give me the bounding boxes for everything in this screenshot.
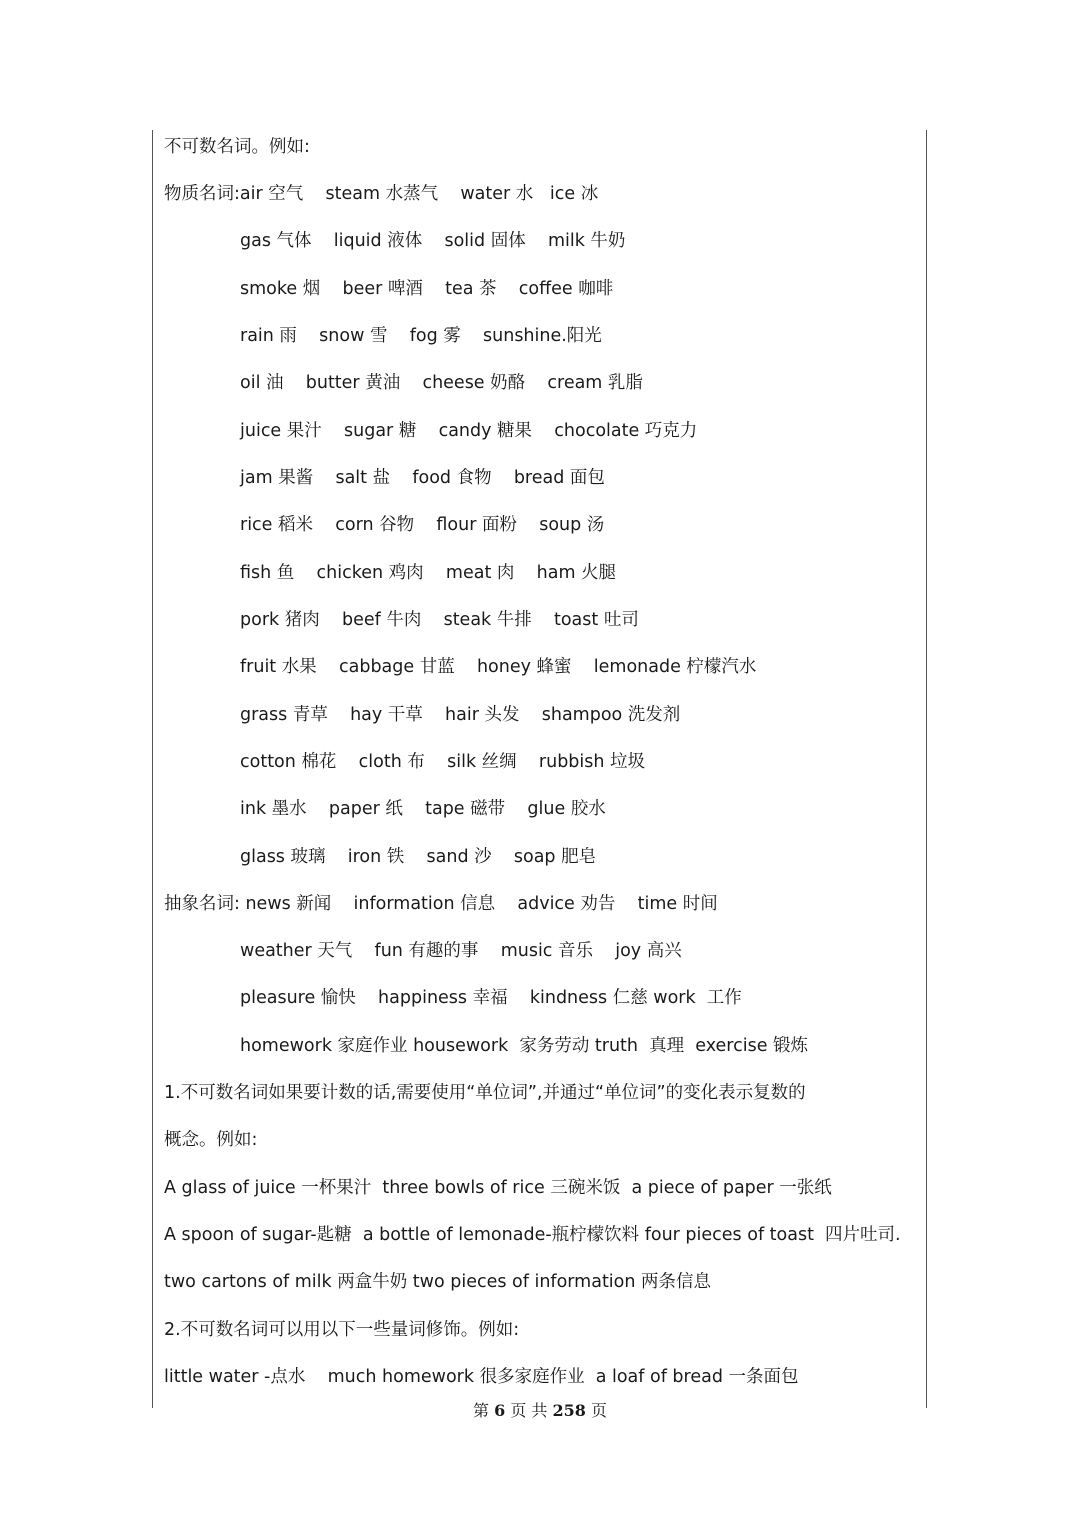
text-line: weather 天气 fun 有趣的事 music 音乐 joy 高兴 (240, 941, 682, 961)
table-left-border (152, 130, 153, 1408)
text-line: homework 家庭作业 housework 家务劳动 truth 真理 exercise 锻炼 (240, 1036, 809, 1056)
text-line: smoke 烟 beer 啤酒 tea 茶 coffee 咖啡 (240, 279, 614, 299)
text-line: fruit 水果 cabbage 甘蓝 honey 蜂蜜 lemonade 柠檬汽水 (240, 657, 757, 677)
text-line: little water -点水 much homework 很多家庭作业 a loaf of bread 一条面包 (164, 1367, 799, 1387)
text-line: rain 雨 snow 雪 fog 雾 sunshine.阳光 (240, 326, 602, 346)
text-line: oil 油 butter 黄油 cheese 奶酪 cream 乳脂 (240, 373, 643, 393)
total-pages-number: 258 (552, 1401, 586, 1420)
text-line: two cartons of milk 两盒牛奶 two pieces of information 两条信息 (164, 1272, 712, 1292)
text-line: rice 稻米 corn 谷物 flour 面粉 soup 汤 (240, 515, 605, 535)
text-line: 物质名词:air 空气 steam 水蒸气 water 水 ice 冰 (164, 184, 599, 204)
text-line: jam 果酱 salt 盐 food 食物 bread 面包 (240, 468, 605, 488)
text-line: A spoon of sugar-匙糖 a bottle of lemonade-瓶柠檬饮料 four pieces of toast 四片吐司. (164, 1225, 901, 1245)
footer-middle: 页 共 (510, 1401, 548, 1420)
text-line: A glass of juice 一杯果汁 three bowls of rice 三碗米饭 a piece of paper 一张纸 (164, 1178, 832, 1198)
text-line: cotton 棉花 cloth 布 silk 丝绸 rubbish 垃圾 (240, 752, 646, 772)
text-line: grass 青草 hay 干草 hair 头发 shampoo 洗发剂 (240, 705, 681, 725)
text-line: 不可数名词。例如: (164, 137, 310, 157)
text-line: gas 气体 liquid 液体 solid 固体 milk 牛奶 (240, 231, 626, 251)
text-line: pork 猪肉 beef 牛肉 steak 牛排 toast 吐司 (240, 610, 639, 630)
text-line: 2.不可数名词可以用以下一些量词修饰。例如: (164, 1320, 520, 1340)
page-footer (0, 1400, 1080, 1422)
text-line: glass 玻璃 iron 铁 sand 沙 soap 肥皂 (240, 847, 597, 867)
current-page-number: 6 (494, 1401, 506, 1420)
text-line: ink 墨水 paper 纸 tape 磁带 glue 胶水 (240, 799, 606, 819)
text-line: 抽象名词: news 新闻 information 信息 advice 劝告 time 时间 (164, 894, 718, 914)
table-right-border (926, 130, 927, 1408)
footer-suffix: 页 (591, 1401, 608, 1420)
text-line: juice 果汁 sugar 糖 candy 糖果 chocolate 巧克力 (240, 421, 698, 441)
text-line: pleasure 愉快 happiness 幸福 kindness 仁慈 work 工作 (240, 988, 742, 1008)
text-line: fish 鱼 chicken 鸡肉 meat 肉 ham 火腿 (240, 563, 617, 583)
footer-prefix: 第 (472, 1401, 489, 1420)
text-line: 概念。例如: (164, 1130, 258, 1150)
text-line: 1.不可数名词如果要计数的话,需要使用“单位词”,并通过“单位词”的变化表示复数的 (164, 1083, 806, 1103)
